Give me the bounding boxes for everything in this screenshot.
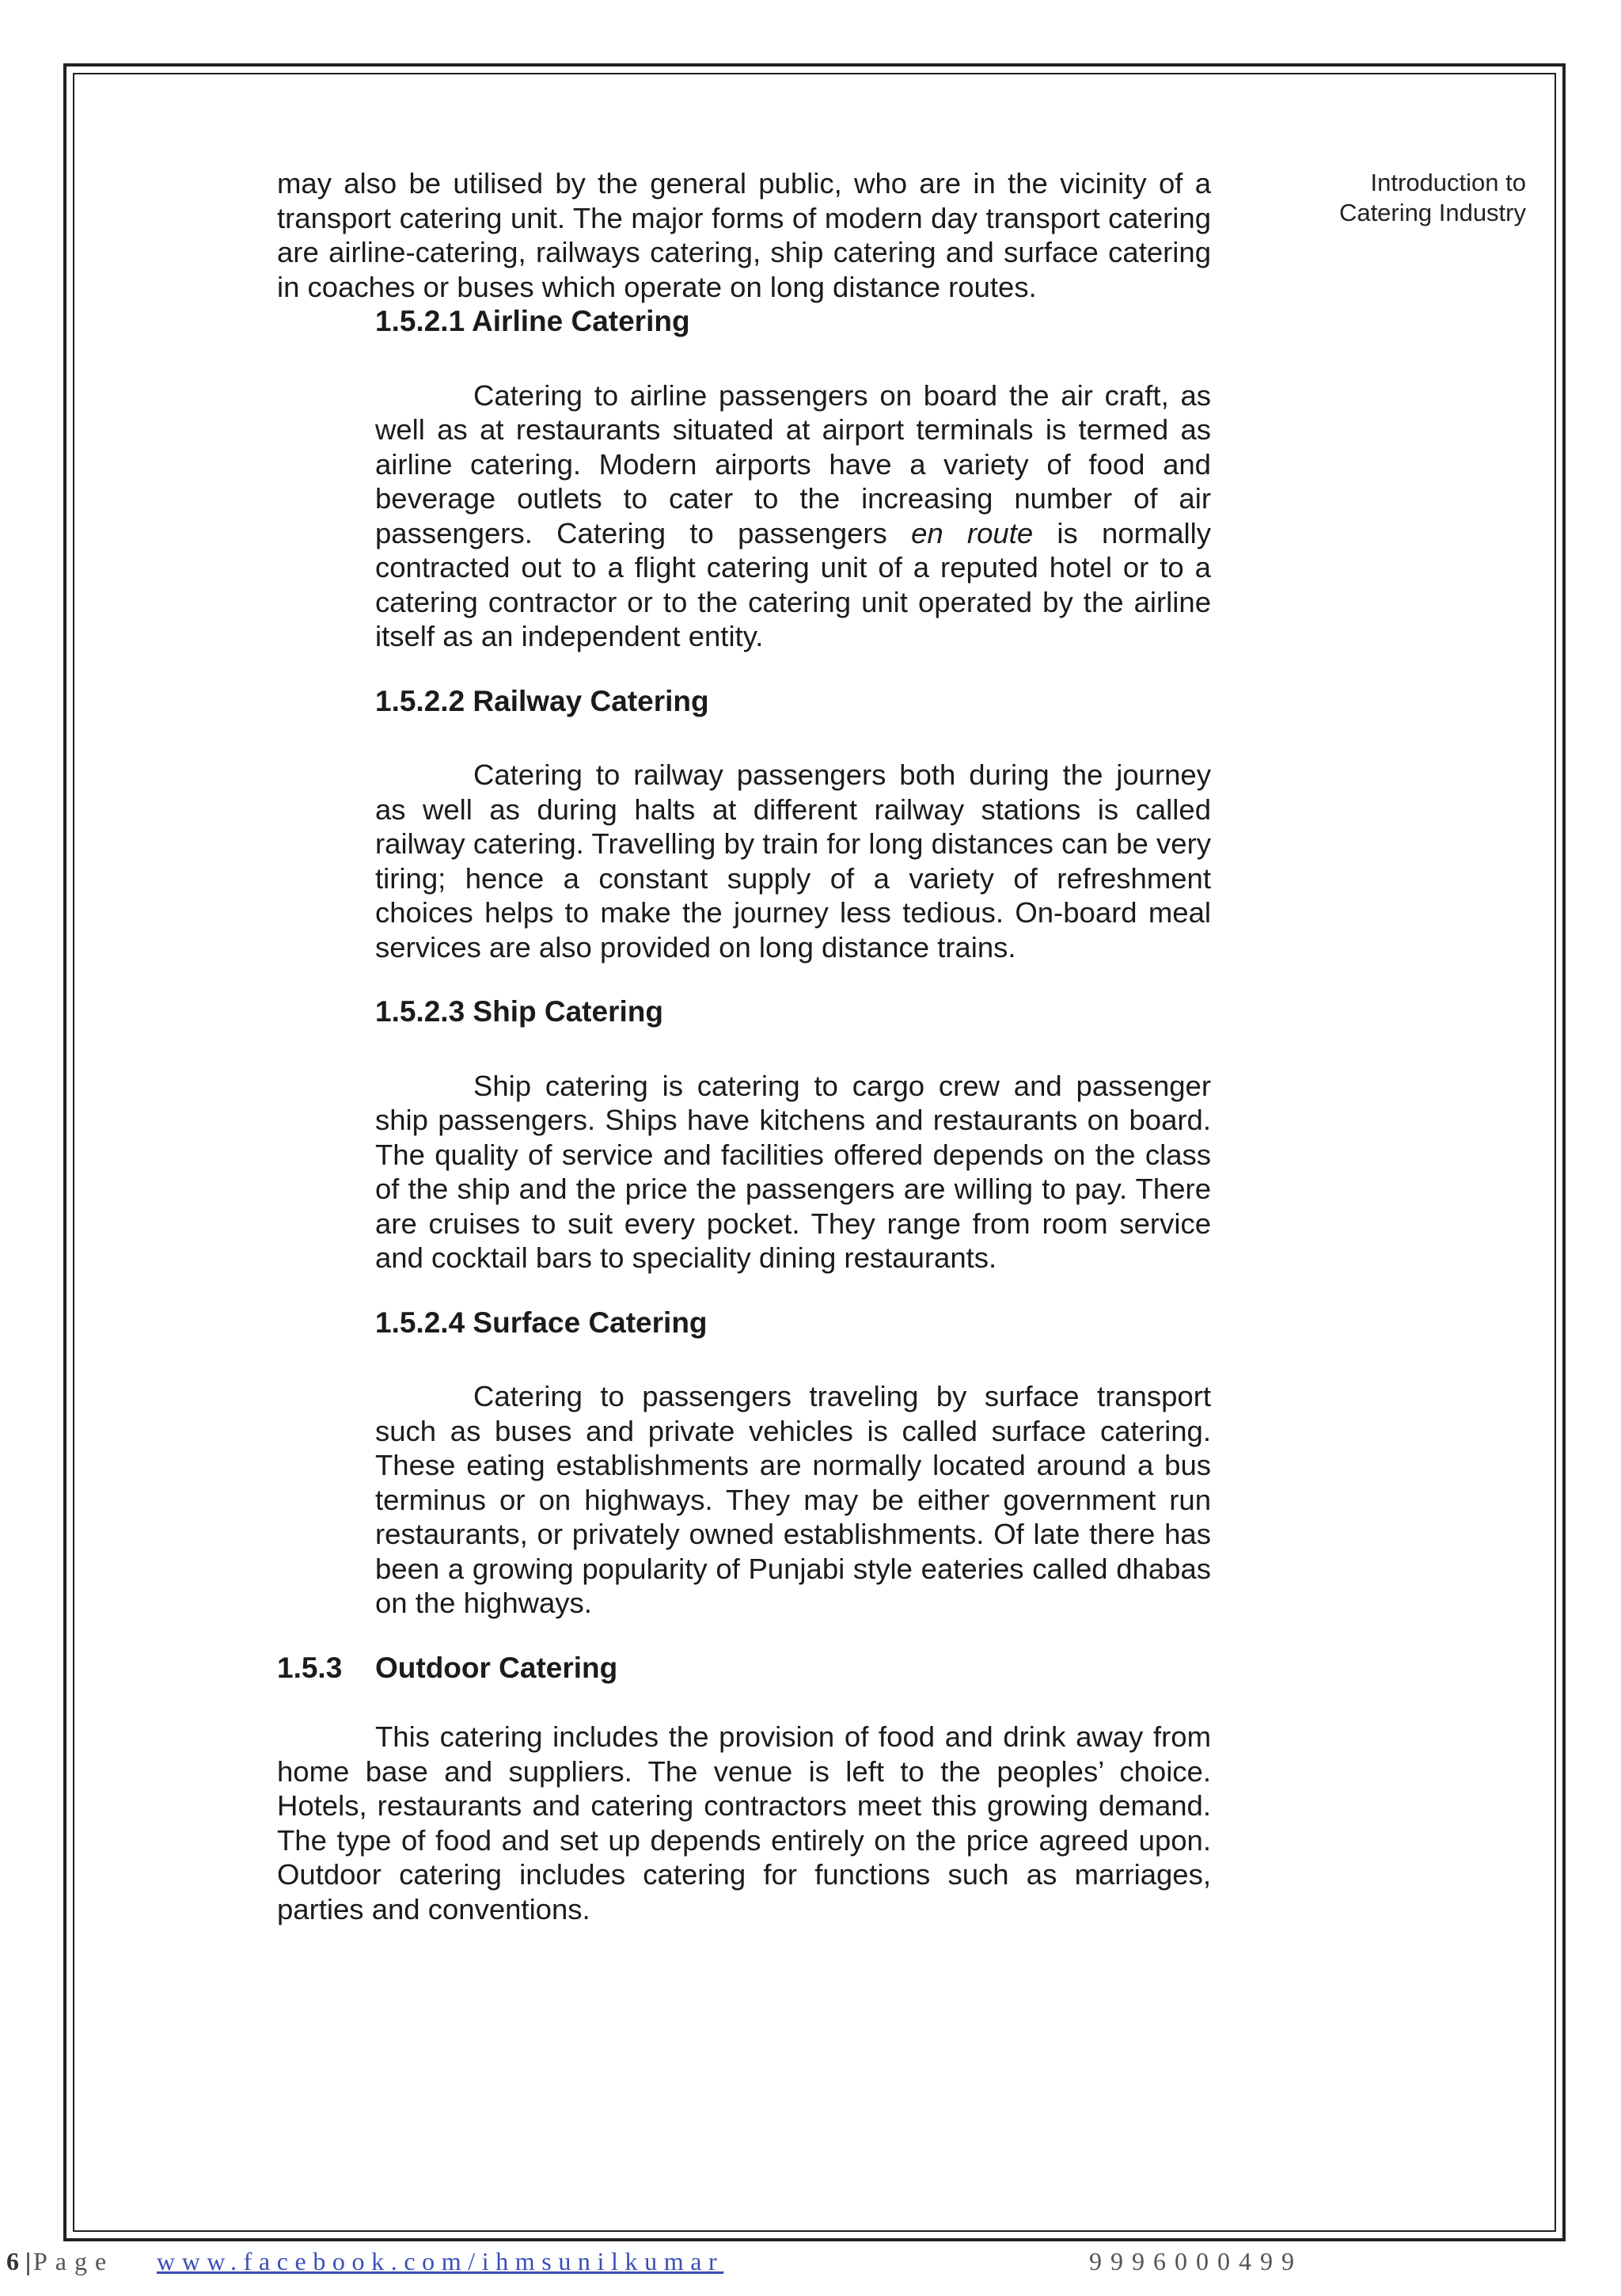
paragraph-railway-catering: Catering to railway passengers both during the journey as well as during halts at different railway stations is called railway catering. Travelling by train for long distances can be very tiring; hence a constant supply of a variety of refreshment choices helps to make the journey less tedious. On-board meal services are also provided on long distance trains. xyxy=(375,758,1211,964)
heading-surface-catering: 1.5.2.4 Surface Catering xyxy=(375,1306,708,1339)
page-separator: | xyxy=(25,2247,32,2275)
paragraph-airline-catering xyxy=(375,378,1211,654)
side-title-line-1: Introduction to xyxy=(1370,169,1526,196)
page-label: Page xyxy=(33,2247,115,2275)
outdoor-section-title: Outdoor Catering xyxy=(375,1651,618,1684)
page-footer xyxy=(6,2247,1621,2286)
document-body xyxy=(277,166,1211,1926)
paragraph-ship-catering: Ship catering is catering to cargo crew and passenger ship passengers. Ships have kitchens and restaurants on board. The quality of service and facilities offered depends on the class of the ship and the price the passengers are willing to pay. There are cruises to suit every pocket. They range from room service and cocktail bars to speciality dining restaurants. xyxy=(375,1069,1211,1274)
page-number xyxy=(6,2247,31,2276)
heading-airline-catering: 1.5.2.1 Airline Catering xyxy=(375,305,690,337)
subsection-ship xyxy=(375,994,1211,1275)
airline-text-before: Catering to airline passengers on board the air craft, as well as at restaurants situated at airport terminals is termed as airline catering. Modern airports have a variety of food and beverage outlets to cater to the increasing number of air passengers. Catering to passengers xyxy=(375,378,1211,549)
page-number-value: 6 xyxy=(6,2247,19,2275)
paragraph-surface-catering: Catering to passengers traveling by surface transport such as buses and private vehicles is called surface catering. These eating establishments are normally located around a bus terminus or on highways. They may be either government run restaurants, or privately owned establishments. Of late there has been a growing popularity of Punjabi style eateries called dhabas on the highways. xyxy=(375,1380,1211,1619)
heading-ship-catering: 1.5.2.3 Ship Catering xyxy=(375,995,663,1028)
phone-number: 9996000499 xyxy=(1089,2247,1303,2275)
paragraph-outdoor-catering: This catering includes the provision of food and drink away from home base and suppliers. The venue is left to the peoples’ choice. Hotels, restaurants and catering contractors meet this growing demand. The type of food and set up depends entirely on the price agreed upon. Outdoor catering includes catering for functions such as marriages, parties and conventions. xyxy=(277,1720,1211,1925)
outdoor-section-number: 1.5.3 xyxy=(277,1651,343,1684)
airline-text-after: is normally contracted out to a flight catering unit of a reputed hotel or to a catering contractor or to the catering unit operated by the airline itself as an independent entity. xyxy=(375,516,1211,652)
intro-paragraph: may also be utilised by the general public, who are in the vicinity of a transport catering unit. The major forms of modern day transport catering are airline-catering, railways catering, ship catering and surface catering in coaches or buses which operate on long distance routes. xyxy=(277,167,1211,303)
chapter-side-title xyxy=(1289,168,1526,228)
subsection-airline xyxy=(375,304,1211,654)
facebook-link[interactable]: www.facebook.com/ihmsunilkumar xyxy=(157,2247,724,2275)
heading-railway-catering: 1.5.2.2 Railway Catering xyxy=(375,684,709,717)
side-title-line-2: Catering Industry xyxy=(1338,199,1526,226)
subsection-surface xyxy=(375,1306,1211,1621)
heading-outdoor-catering xyxy=(277,1651,1211,1686)
airline-emphasis: en route xyxy=(911,516,1034,549)
subsection-railway xyxy=(375,684,1211,965)
